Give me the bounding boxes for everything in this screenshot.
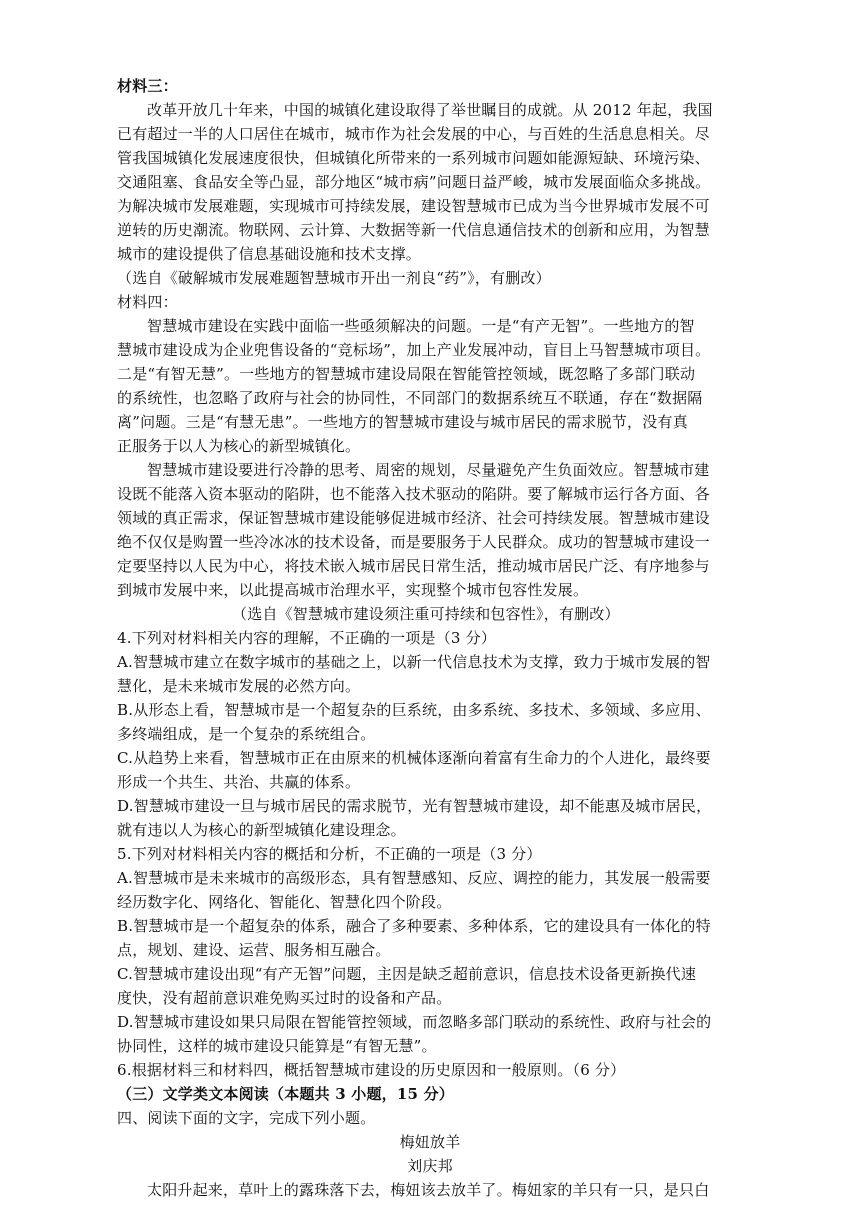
question-5-option-c: C.智慧城市建设出现“有产无智”问题，主因是缺乏超前意识，信息技术设备更新换代速: [117, 965, 697, 983]
story-first-line: 太阳升起来，草叶上的露珠落下去，梅妞该去放羊了。梅妞家的羊只有一只，是只白: [147, 1181, 710, 1199]
material3-source: （选自《破解城市发展难题智慧城市开出一剂良“药”》，有删改）: [117, 269, 551, 287]
material4-line: 的系统性，也忽略了政府与社会的协同性，不同部门的数据系统互不联通，存在“数据隔: [117, 389, 703, 407]
material4-line: 智慧城市建设要进行冷静的思考、周密的规划，尽量避免产生负面效应。智慧城市建: [147, 461, 710, 479]
question-5-option-c: 度快，没有超前意识难免购买过时的设备和产品。: [117, 989, 452, 1007]
material3-line: 逆转的历史潮流。物联网、云计算、大数据等新一代信息通信技术的创新和应用，为智慧: [117, 221, 710, 239]
question-4-stem: 4.下列对材料相关内容的理解，不正确的一项是（3 分）: [117, 629, 497, 647]
question-4-option-d: 就有违以人为核心的新型城镇化建设理念。: [117, 821, 406, 839]
material4-line: 二是“有智无慧”。一些地方的智慧城市建设局限在智能管控领域，既忽略了多部门联动: [117, 365, 696, 383]
material4-line: 绝不仅仅是购置一些冷冰冰的技术设备，而是要服务于人民群众。成功的智慧城市建设一: [117, 533, 710, 551]
material3-line: 改革开放几十年来，中国的城镇化建设取得了举世瞩目的成就。从 2012 年起，我国: [147, 101, 713, 119]
question-5-option-a: A.智慧城市是未来城市的高级形态，具有智慧感知、反应、调控的能力，其发展一般需要: [117, 869, 711, 887]
material4-source: （选自《智慧城市建设须注重可持续和包容性》，有删改）: [232, 605, 620, 623]
question-5-option-b: B.智慧城市是一个超复杂的体系，融合了多种要素、多种体系，它的建设具有一体化的特: [117, 917, 711, 935]
part-4-instruction: 四、阅读下面的文字，完成下列小题。: [117, 1109, 376, 1127]
question-4-option-a: A.智慧城市建立在数字城市的基础之上，以新一代信息技术为支撑，致力于城市发展的智: [117, 653, 711, 671]
question-4-option-a: 慧化，是未来城市发展的必然方向。: [117, 677, 361, 695]
question-6-stem: 6.根据材料三和材料四，概括智慧城市建设的历史原因和一般原则。（6 分）: [117, 1061, 626, 1079]
material3-line: 为解决城市发展难题，实现城市可持续发展，建设智慧城市已成为当今世界城市发展不可: [117, 197, 710, 215]
material4-line: 领域的真正需求，保证智慧城市建设能够促进城市经济、社会可持续发展。智慧城市建设: [117, 509, 710, 527]
material4-line: 设既不能落入资本驱动的陷阱，也不能落入技术驱动的陷阱。要了解城市运行各方面、各: [117, 485, 710, 503]
material3-line: 已有超过一半的人口居住在城市，城市作为社会发展的中心，与百姓的生活息息相关。尽: [117, 125, 710, 143]
question-4-option-b: B.从形态上看，智慧城市是一个超复杂的巨系统，由多系统、多技术、多领域、多应用、: [117, 701, 711, 719]
material3-line: 交通阻塞、食品安全等凸显，部分地区“城市病”问题日益严峻，城市发展面临众多挑战。: [117, 173, 711, 191]
question-5-option-d: D.智慧城市建设如果只局限在智能管控领域，而忽略多部门联动的系统性、政府与社会的: [117, 1013, 712, 1031]
material4-line: 离”问题。三是“有慧无患”。一些地方的智慧城市建设与城市居民的需求脱节，没有真: [117, 413, 688, 431]
material4-heading: 材料四：: [117, 293, 178, 311]
material4-line: 定要坚持以人民为中心，将技术嵌入城市居民日常生活，推动城市居民广泛、有序地参与: [117, 557, 710, 575]
question-5-option-d: 协同性，这样的城市建设只能算是“有智无慧”。: [117, 1037, 437, 1055]
material4-line: 到城市发展中来，以此提高城市治理水平，实现整个城市包容性发展。: [117, 581, 589, 599]
question-4-option-c: 形成一个共生、共治、共赢的体系。: [117, 773, 361, 791]
question-4-option-b: 多终端组成，是一个复杂的系统组合。: [117, 725, 376, 743]
material3-heading: 材料三：: [117, 77, 178, 95]
material4-line: 智慧城市建设在实践中面临一些亟须解决的问题。一是“有产无智”。一些地方的智: [147, 317, 695, 335]
question-5-stem: 5.下列对材料相关内容的概括和分析，不正确的一项是（3 分）: [117, 845, 542, 863]
material4-line: 正服务于以人为核心的新型城镇化。: [117, 437, 361, 455]
question-5-option-b: 点，规划、建设、运营、服务相互融合。: [117, 941, 391, 959]
question-5-option-a: 经历数字化、网络化、智能化、智慧化四个阶段。: [117, 893, 452, 911]
question-4-option-c: C.从趋势上来看，智慧城市正在由原来的机械体逐渐向着富有生命力的个人进化，最终要: [117, 749, 711, 767]
material4-line: 慧城市建设成为企业兜售设备的“竞标场”，加上产业发展冲动，盲目上马智慧城市项目。: [117, 341, 711, 359]
question-4-option-d: D.智慧城市建设一旦与城市居民的需求脱节，光有智慧城市建设，却不能惠及城市居民，: [117, 797, 712, 815]
story-title: 梅妞放羊: [399, 1133, 461, 1151]
material3-line: 城市的建设提供了信息基础设施和技术支撑。: [117, 245, 422, 263]
story-author: 刘庆邦: [407, 1157, 453, 1175]
section-3-heading: （三）文学类文本阅读（本题共 3 小题，15 分）: [117, 1085, 454, 1103]
material3-line: 管我国城镇化发展速度很快，但城镇化所带来的一系列城市问题如能源短缺、环境污染、: [117, 149, 710, 167]
